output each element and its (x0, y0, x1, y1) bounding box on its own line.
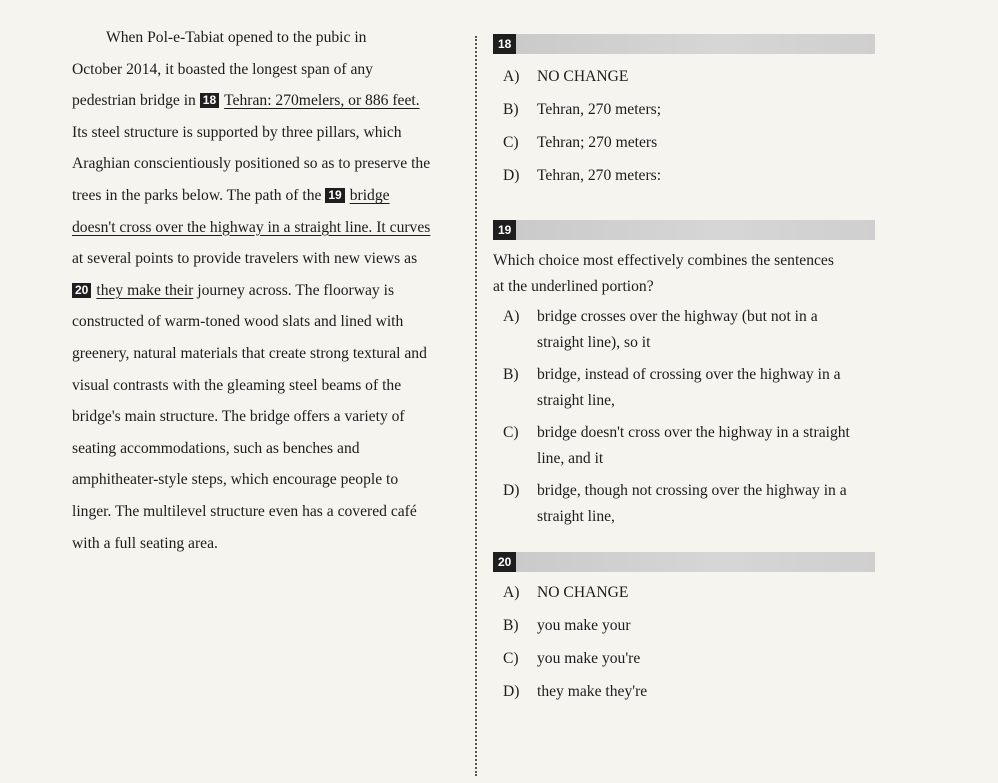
underlined-portion-19-start: bridge (349, 186, 390, 204)
choice-18-b[interactable]: B) Tehran, 270 meters; (503, 101, 662, 118)
passage-line: trees in the parks below. The path of the 19 bridge (72, 186, 390, 204)
passage-line (72, 212, 472, 244)
question-18-choices (503, 62, 883, 190)
passage-line: When Pol-e-Tabiat opened to the pubic in (106, 29, 367, 46)
choice-18-d[interactable]: D) Tehran, 270 meters: (503, 167, 662, 184)
passage-line: bridge's main structure. The bridge offers a variety of (72, 408, 405, 426)
passage-line: pedestrian bridge in 18 Tehran: 270melers, or 886 feet. (72, 92, 420, 110)
choice-20-c[interactable]: C) you make you're (503, 650, 641, 667)
question-19-choices (503, 304, 883, 530)
passage-line: constructed of warm-toned wood slats and lined with (72, 313, 404, 331)
choice-19-a[interactable]: A) bridge crosses over the highway (but not in a straight line), so it (503, 308, 818, 351)
question-marker-18: 18 (200, 93, 219, 108)
underlined-portion-19: doesn't cross over the highway in a straight line. It curves (72, 218, 431, 236)
question-number-18: 18 (493, 34, 516, 54)
passage (72, 22, 472, 559)
column-divider (475, 36, 477, 776)
choice-18-c[interactable]: C) Tehran; 270 meters (503, 134, 658, 151)
question-header-18 (493, 34, 875, 54)
choice-20-b[interactable]: B) you make your (503, 617, 631, 634)
question-19-prompt: Which choice most effectively combines the sentences at the underlined portion? (493, 252, 834, 295)
underlined-portion-20: they make their (96, 281, 194, 299)
passage-line: Araghian conscientiously positioned so as to preserve the (72, 155, 431, 173)
question-number-19: 19 (493, 220, 516, 240)
choice-19-c[interactable]: C) bridge doesn't cross over the highway in a straight line, and it (503, 424, 850, 467)
question-marker-20: 20 (72, 283, 91, 298)
question-20-choices (503, 578, 883, 706)
passage-line: October 2014, it boasted the longest span of any (72, 60, 373, 78)
passage-line: 20 they make their journey across. The floorway is (72, 275, 472, 307)
passage-line: visual contrasts with the gleaming steel beams of the (72, 376, 402, 394)
question-header-20 (493, 552, 875, 572)
choice-19-b[interactable]: B) bridge, instead of crossing over the highway in a straight line, (503, 366, 841, 409)
passage-line: with a full seating area. (72, 534, 218, 552)
question-header-19 (493, 220, 875, 240)
choice-19-d[interactable]: D) bridge, though not crossing over the highway in a straight line, (503, 482, 847, 525)
choice-18-a[interactable]: A) NO CHANGE (503, 68, 629, 85)
underlined-portion-18: Tehran: 270melers, or 886 feet. (224, 92, 420, 110)
choice-20-a[interactable]: A) NO CHANGE (503, 584, 629, 601)
passage-line: linger. The multilevel structure even has a covered café (72, 502, 417, 520)
passage-line: at several points to provide travelers with new views as (72, 250, 418, 268)
passage-line: seating accommodations, such as benches and (72, 439, 360, 457)
question-marker-19: 19 (325, 188, 344, 203)
passage-line: greenery, natural materials that create strong textural and (72, 344, 427, 362)
passage-line: Its steel structure is supported by three pillars, which (72, 123, 402, 141)
question-number-20: 20 (493, 552, 516, 572)
passage-line: amphitheater-style steps, which encourage people to (72, 471, 399, 489)
choice-20-d[interactable]: D) they make they're (503, 683, 648, 700)
